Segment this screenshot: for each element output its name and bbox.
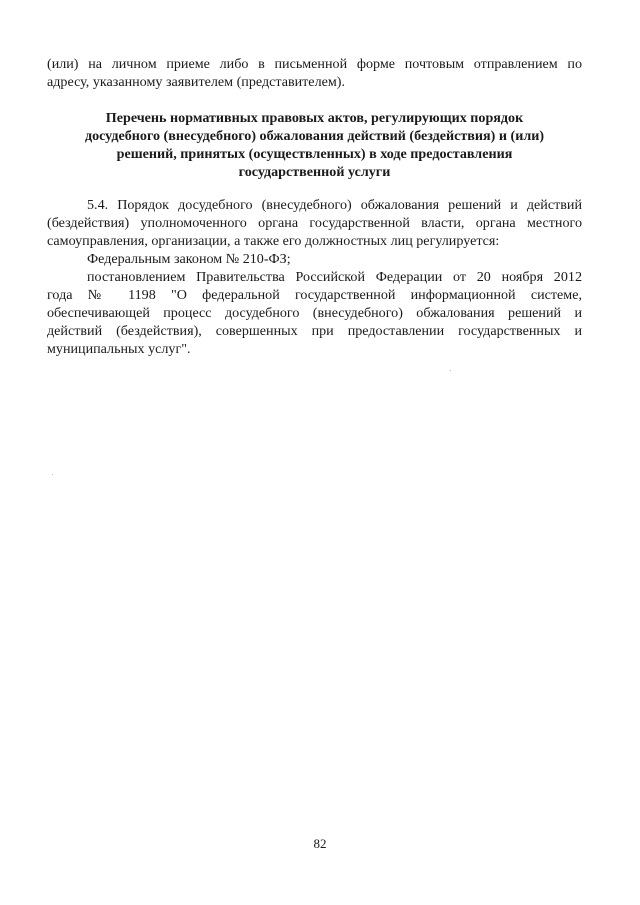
resolution-item-line: года № 1198 "О федеральной государственной информационной системе, bbox=[47, 287, 582, 303]
intro-line: адресу, указанному заявителем (представителем). bbox=[47, 74, 345, 90]
resolution-item-line: обеспечивающей процесс досудебного (внесудебного) обжалования решений и bbox=[47, 305, 582, 321]
paragraph-5-4-line: самоуправления, организации, а также его должностных лиц регулируется: bbox=[47, 233, 500, 249]
federal-law-item: Федеральным законом № 210-ФЗ; bbox=[87, 251, 291, 267]
section-heading-line: досудебного (внесудебного) обжалования действий (бездействия) и (или) bbox=[84, 128, 545, 144]
intro-line: (или) на личном приеме либо в письменной форме почтовым отправлением по bbox=[47, 56, 582, 72]
paragraph-5-4-line: 5.4. Порядок досудебного (внесудебного) обжалования решений и действий bbox=[87, 197, 582, 213]
resolution-item-line: постановлением Правительства Российской Федерации от 20 ноября 2012 bbox=[87, 269, 582, 285]
resolution-item-line: действий (бездействия), совершенных при предоставлении государственных и bbox=[47, 323, 582, 339]
section-heading-line: решений, принятых (осуществленных) в ходе предоставления bbox=[116, 146, 513, 162]
scan-speck bbox=[450, 370, 451, 371]
scan-speck bbox=[52, 474, 53, 475]
page-number: 82 bbox=[313, 836, 327, 851]
paragraph-5-4-line: (бездействия) уполномоченного органа государственной власти, органа местного bbox=[47, 215, 582, 231]
resolution-item-line: муниципальных услуг". bbox=[47, 341, 191, 357]
section-heading-line: Перечень нормативных правовых актов, регулирующих порядок bbox=[105, 110, 524, 126]
section-heading-line: государственной услуги bbox=[238, 164, 391, 180]
